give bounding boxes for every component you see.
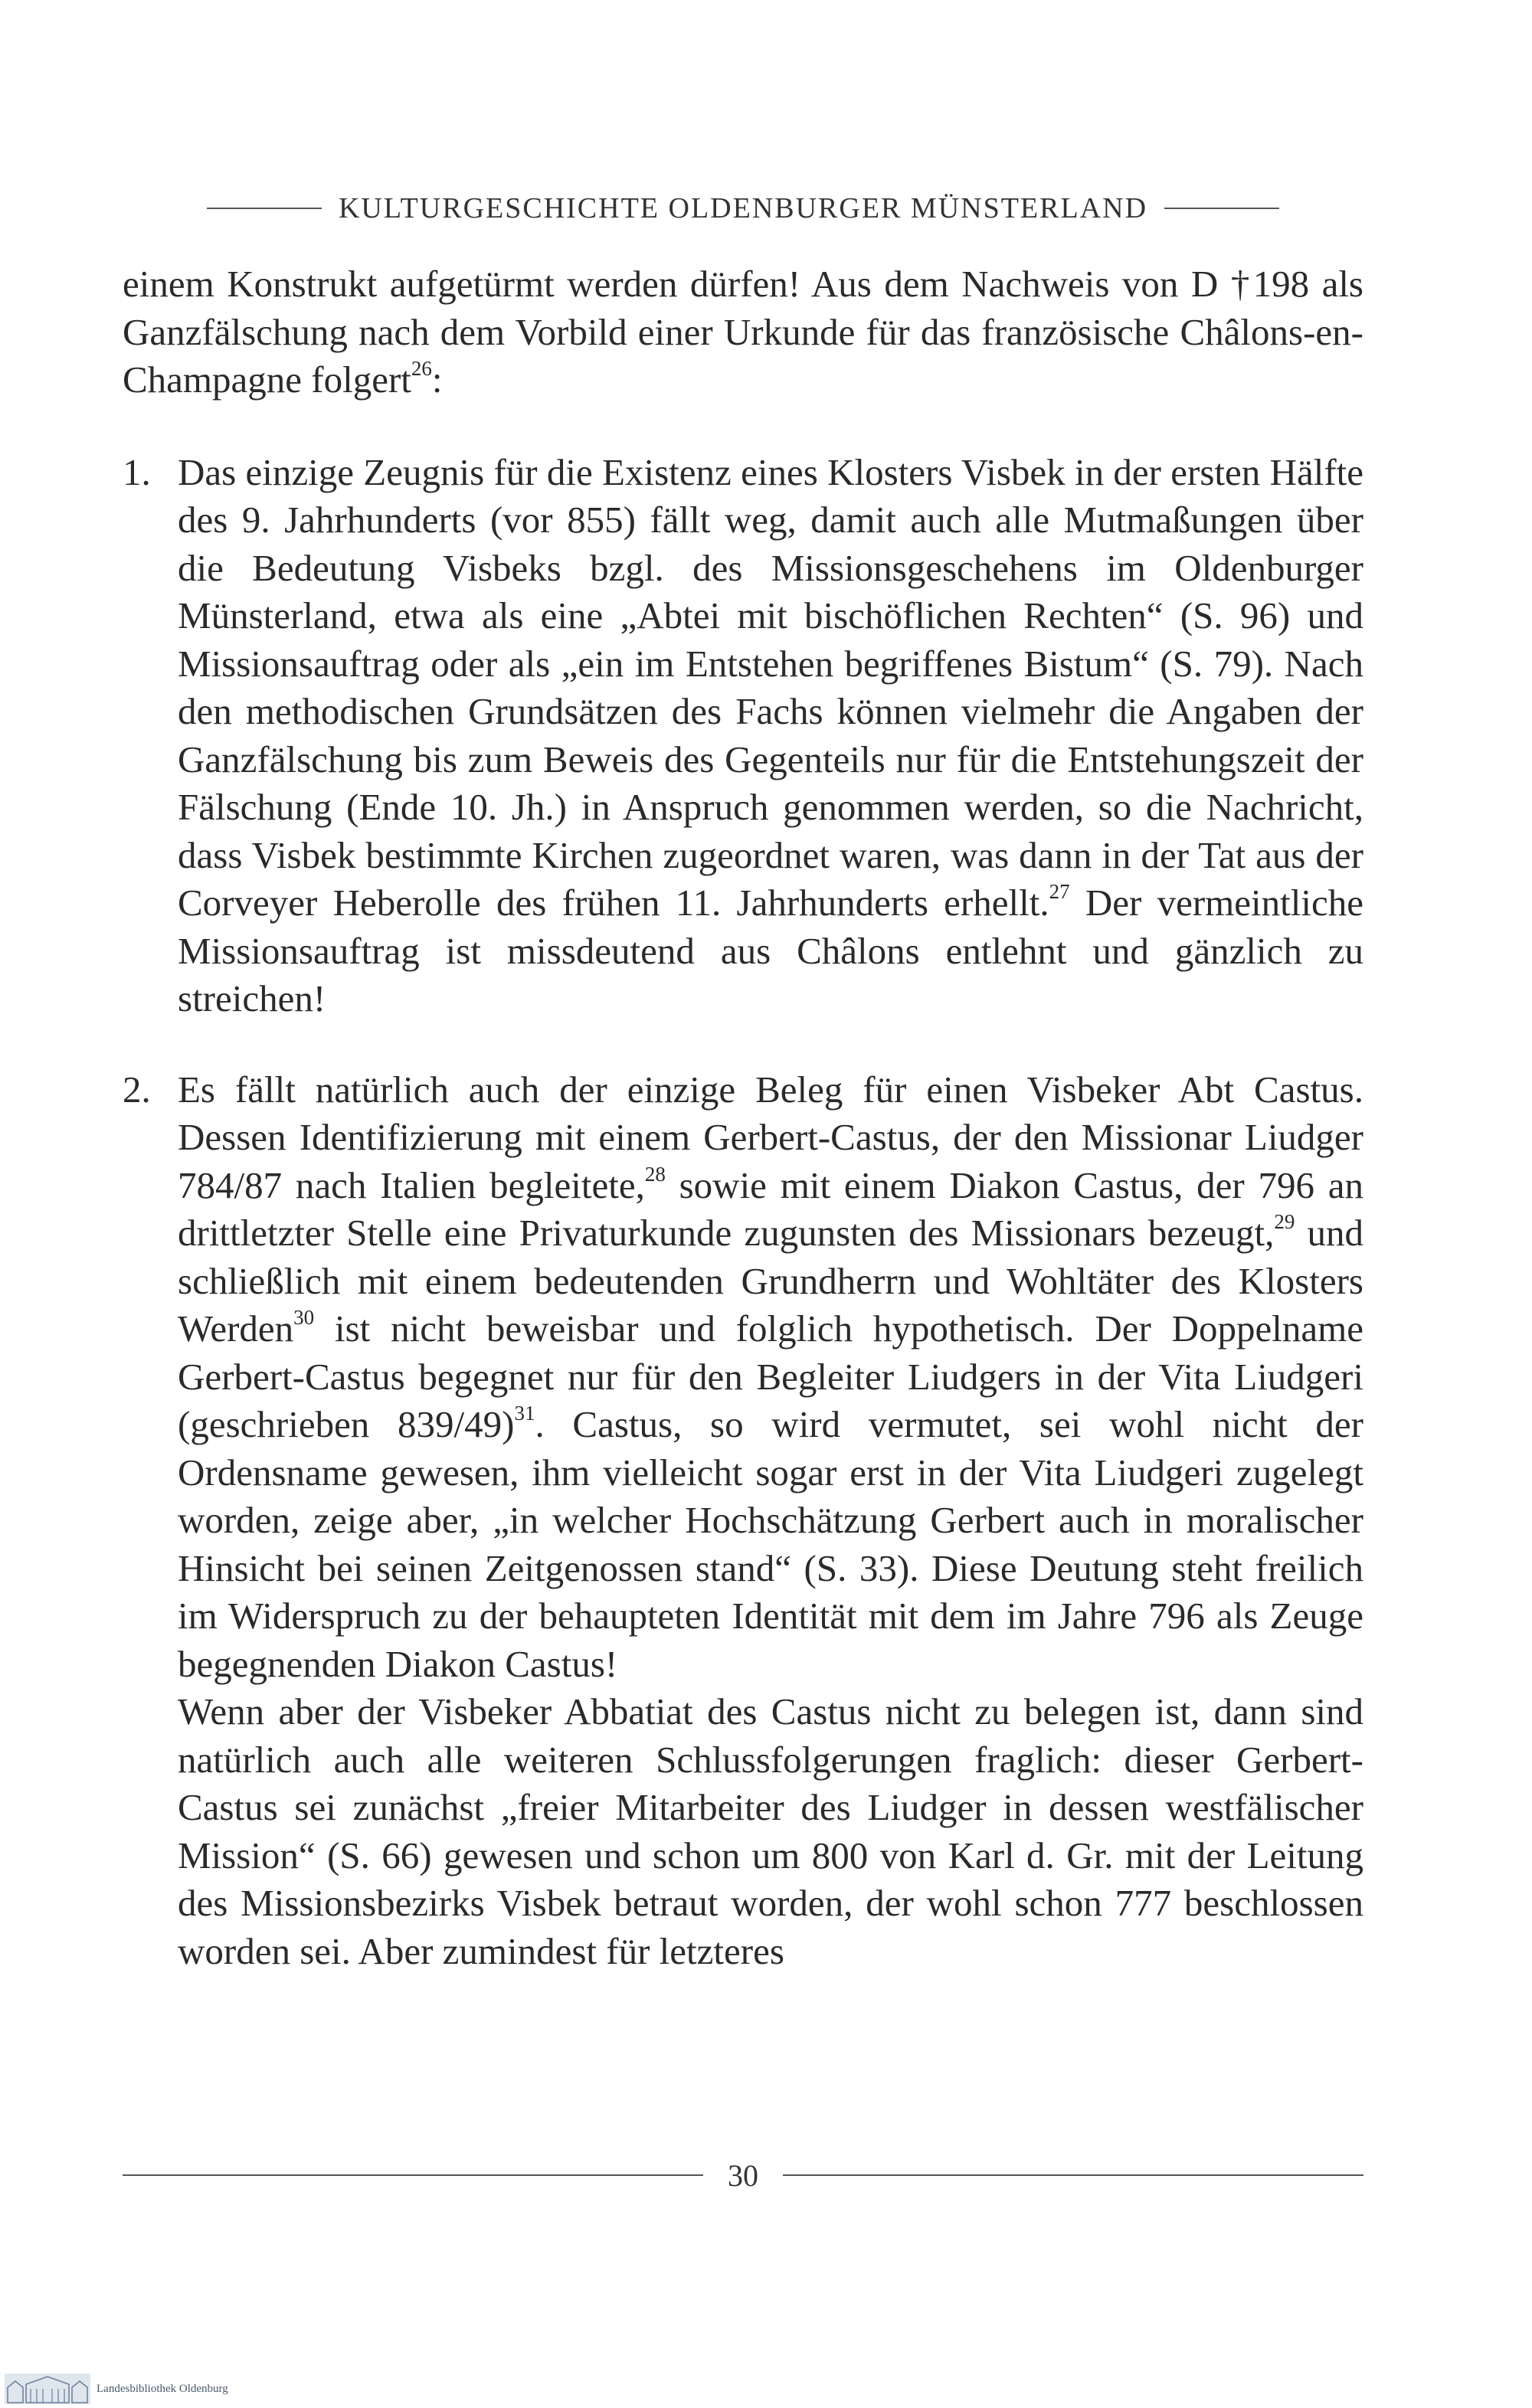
list-item-1 [123, 449, 1363, 1023]
list-item-1-text: Das einzige Zeugnis für die Existenz eines Klosters Visbek in der ersten Hälfte des 9. Jahrhunderts (vor 855) fällt weg, damit auch alle Mutmaßungen über die Bedeutung Visbeks bzgl. des Missionsgeschehens im Oldenburger Münsterland, etwa als eine „Abtei mit bischöflichen Rechten“ (S. 96) und Missionsauftrag oder als „ein im Entstehen begriffenes Bistum“ (S. 79). Nach den methodischen Grundsätzen des Fachs können vielmehr die Angaben der Ganzfälschung bis zum Beweis des Gegenteils nur für die Entstehungszeit der Fälschung (Ende 10. Jh.) in Anspruch genommen werden, so die Nachricht, dass Visbek bestimmte Kirchen zugeordnet waren, was dann in der Tat aus der Corveyer Heberolle des frühen 11. Jahrhunderts erhellt.$^{27}$ Der vermeintliche Missionsauftrag ist missdeutend aus Châlons entlehnt und gänzlich zu streichen! [178, 450, 1363, 1019]
footnote-ref-31[interactable]: 31 [514, 1402, 535, 1425]
footer-rule-right [783, 2174, 1363, 2176]
list-item-2 [123, 1066, 1363, 1976]
running-header [123, 185, 1363, 231]
footer-rule-left [123, 2174, 703, 2176]
list-number-1: 1. [123, 450, 151, 493]
library-stamp [0, 2370, 276, 2408]
library-stamp-label: Landesbibliothek Oldenburg [97, 2382, 228, 2395]
footnote-ref-28[interactable]: 28 [644, 1162, 666, 1186]
list-number-2: 2. [123, 1068, 151, 1111]
footnote-ref-27[interactable]: 27 [1049, 880, 1070, 903]
list-item-2-continuation: Wenn aber der Visbeker Abbatiat des Castus nicht zu belegen ist, dann sind natürlich auch alle weiteren Schlussfolgerungen fraglich: dieser Gerbert-Castus sei zunächst „freier Mitarbeiter des Liudger in dessen westfälischer Mission“ (S. 66) gewesen und schon um 800 von Karl d. Gr. mit der Leitung des Missionsbezirks Visbek betraut worden, der wohl schon 777 beschlossen worden sei. Aber zumindest für letzteres [178, 1690, 1363, 1972]
footnote-ref-29[interactable]: 29 [1274, 1210, 1295, 1233]
header-rule-left [207, 208, 322, 209]
page-number: 30 [728, 2158, 758, 2193]
library-building-icon [5, 2374, 90, 2404]
list-item-2-text: Es fällt natürlich auch der einzige Beleg für einen Visbeker Abt Castus. Dessen Identifizierung mit einem Gerbert-Castus, der den Missionar Liudger 784/87 nach Italien begleitete,$^{28}$ sowie mit einem Diakon Castus, der 796 an drittletzter Stelle eine Privaturkunde zugunsten des Missionars bezeugt,$^{29}$ und schließlich mit einem bedeutenden Grundherrn und Wohltäter des Klosters Werden$^{30}$ ist nicht beweisbar und folglich hypothetisch. Der Doppelname Gerbert-Castus begegnet nur für den Begleiter Liudgers in der Vita Liudgeri (geschrieben 839/49)$^{31}$. Castus, so wird vermutet, sei wohl nicht der Ordensname gewesen, ihm vielleicht sogar erst in der Vita Liudgeri zugelegt worden, zeige aber, „in welcher Hochschätzung Gerbert auch in moralischer Hinsicht bei seinen Zeitgenossen stand“ (S. 33). Diese Deutung steht freilich im Widerspruch zu der behaupteten Identität mit dem im Jahre 796 als Zeuge begegnenden Diakon Castus! [178, 1068, 1363, 1685]
header-rule-right [1164, 208, 1279, 209]
page-body [123, 260, 1363, 1975]
intro-paragraph: einem Konstrukt aufgetürmt werden dürfen! Aus dem Nachweis von D †198 als Ganzfälschung nach dem Vorbild einer Urkunde für das französische Châlons-en-Champagne folgert$^{26}$: [123, 263, 1363, 401]
footnote-ref-30[interactable]: 30 [293, 1306, 315, 1329]
running-title: KULTURGESCHICHTE OLDENBURGER MÜNSTERLAND [338, 192, 1148, 224]
page-footer [123, 2152, 1363, 2198]
footnote-ref-26[interactable]: 26 [411, 357, 432, 380]
